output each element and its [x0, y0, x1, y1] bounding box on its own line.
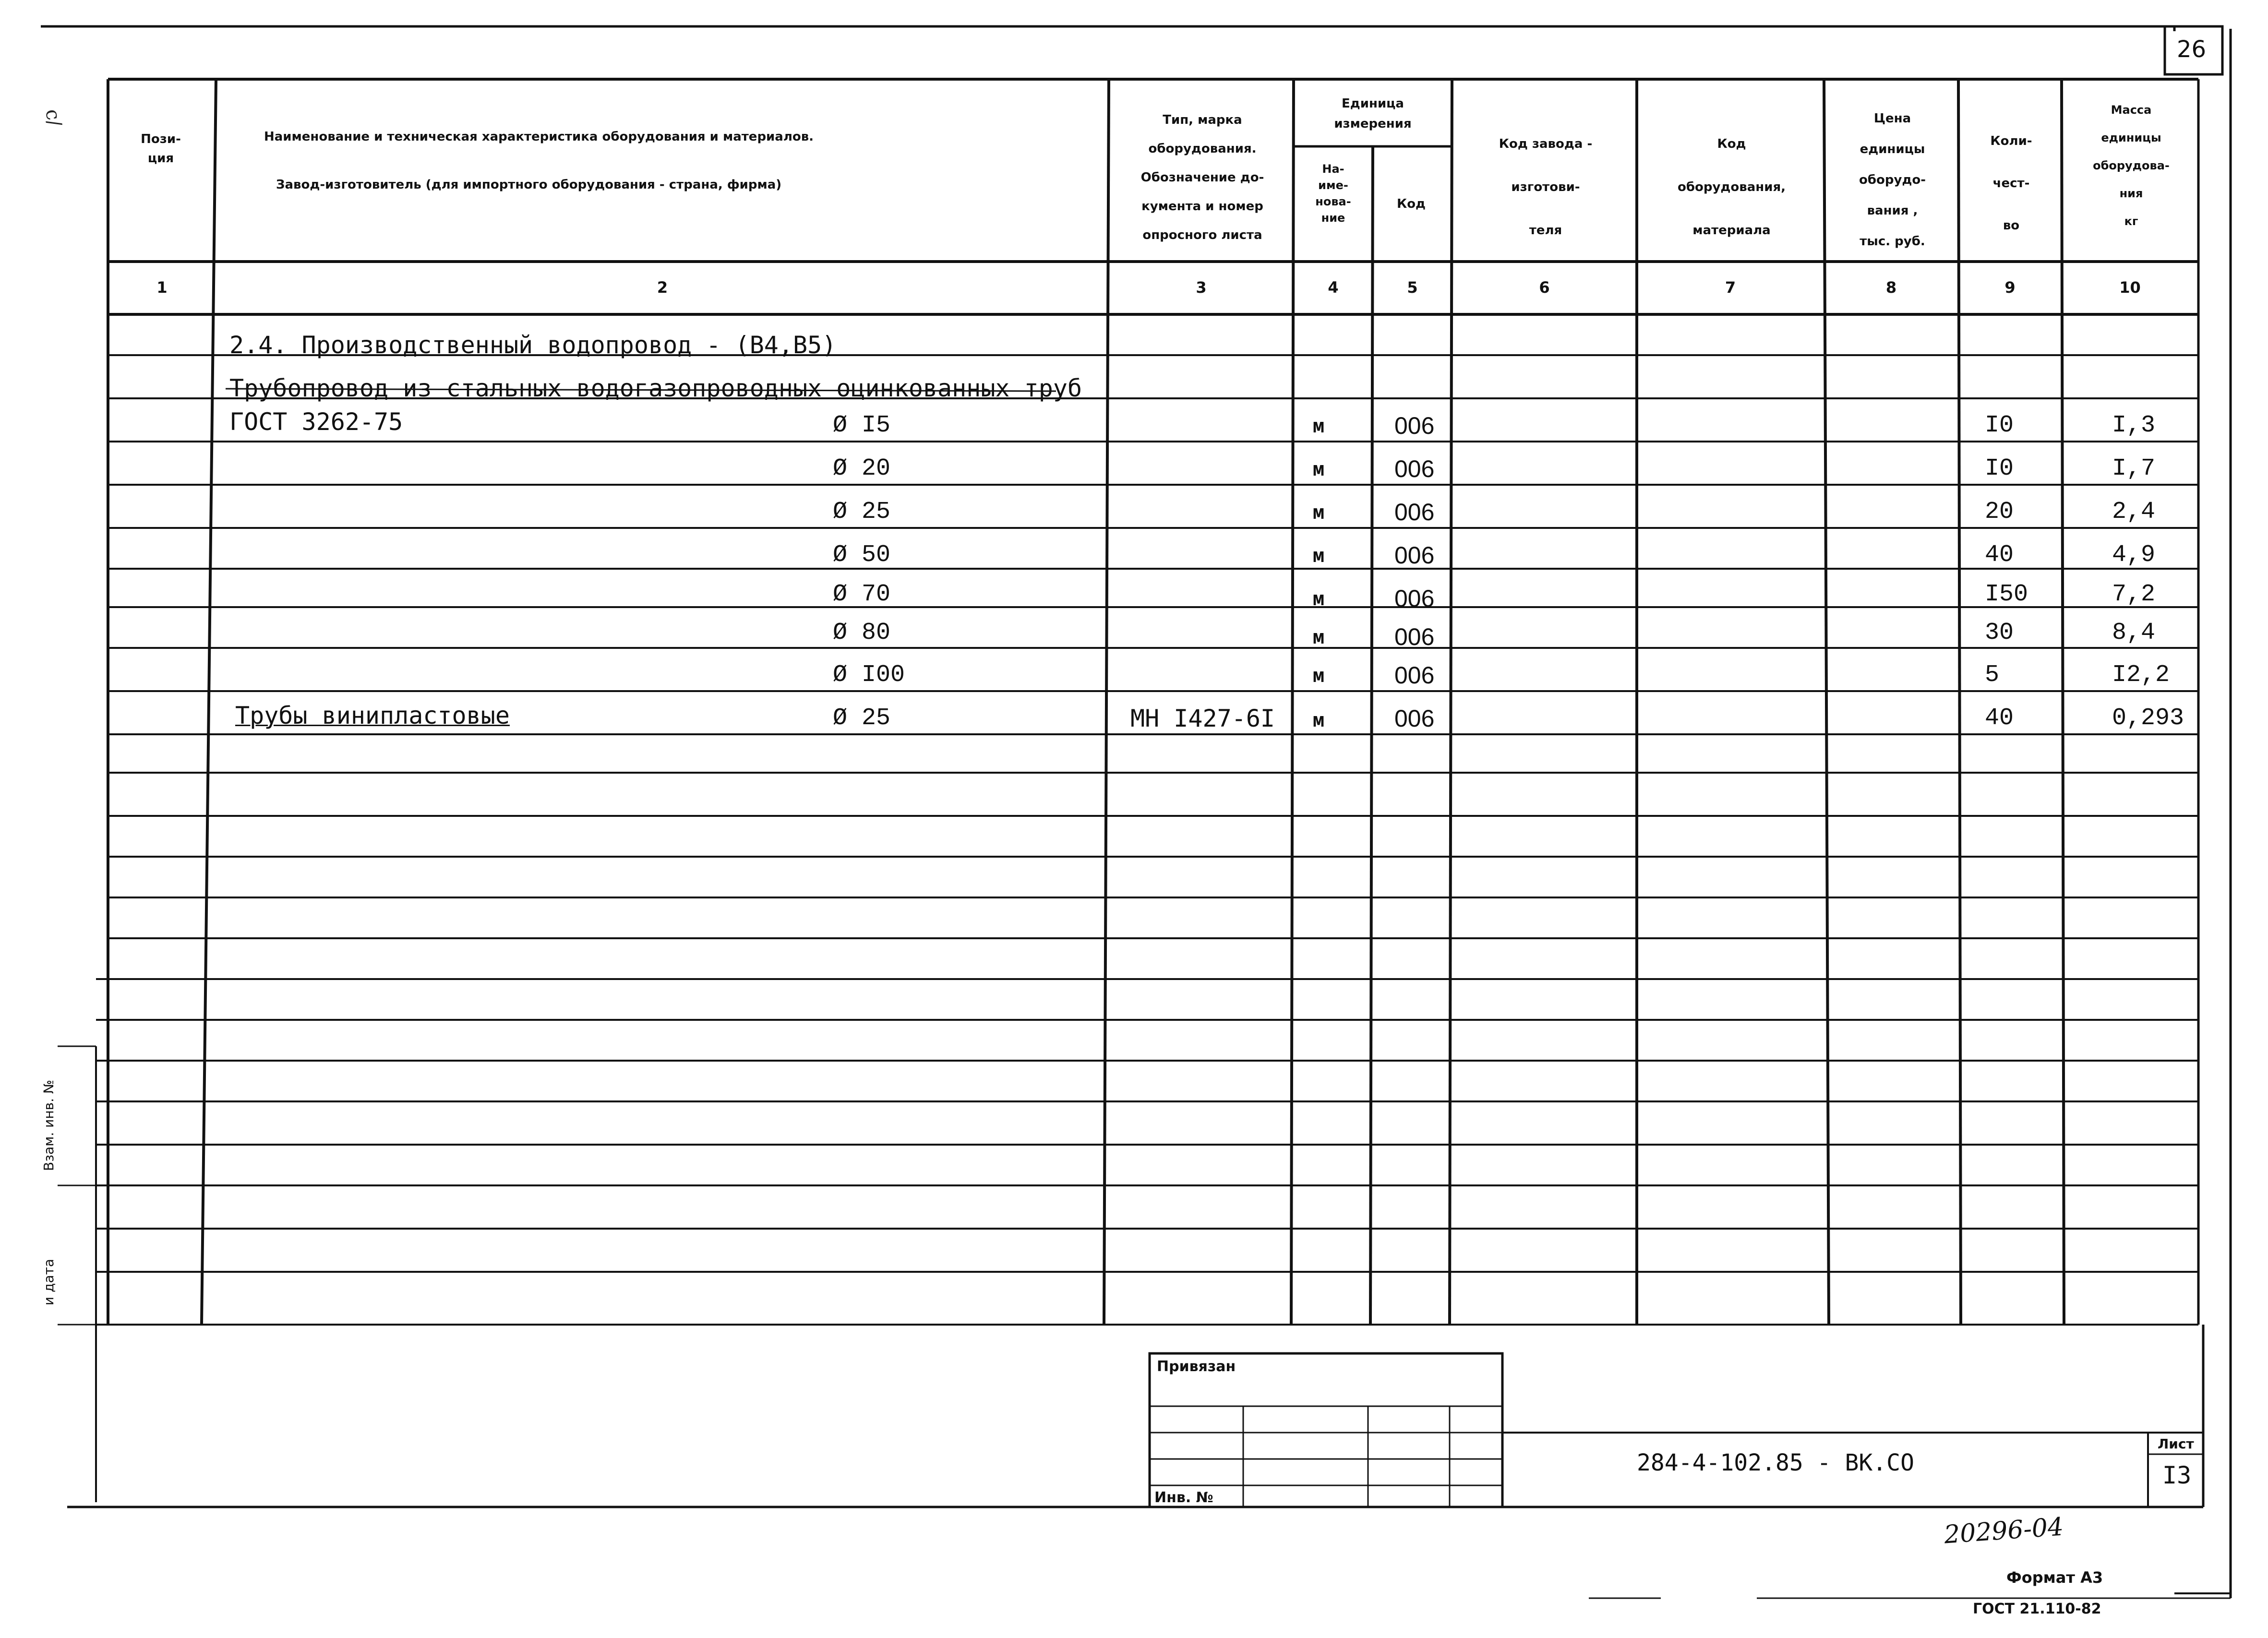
header-unit: Единица измерения [1334, 96, 1412, 131]
document-code: 284-4-102.85 - ВК.СО [1637, 1449, 1914, 1476]
header-unit-code: Код [1396, 197, 1426, 211]
row-mass: 8,4 [2112, 619, 2156, 646]
column-number: 6 [1539, 278, 1550, 297]
column-number: 4 [1328, 278, 1339, 297]
row-unit: м [1313, 665, 1325, 687]
row-diameter: Ø 20 [833, 455, 891, 482]
header-factory-code: Код завода - изготови- теля [1499, 137, 1593, 238]
header-price: Цена единицы оборудо- вания , тыс. руб. [1859, 111, 1926, 249]
row-diameter: Ø 70 [833, 581, 891, 608]
header-mass: Масса единицы оборудова- ния кг [2093, 103, 2170, 228]
header-type: Тип, марка оборудования. Обозначение до- кумента и номер опросного листа [1140, 113, 1264, 242]
column-number: 9 [2004, 278, 2016, 297]
row-unit-code: 006 [1394, 412, 1435, 439]
row-unit-code: 006 [1394, 542, 1435, 569]
column-number: 10 [2119, 278, 2141, 297]
row-quantity: I0 [1985, 412, 2014, 439]
row-unit-code: 006 [1394, 705, 1435, 732]
row-diameter: Ø 50 [833, 541, 891, 569]
row-mass: I2,2 [2112, 661, 2170, 689]
column-number: 5 [1407, 278, 1418, 297]
header-quantity: Коли- чест- во [1990, 134, 2032, 233]
side-label-date: и дата [41, 1258, 57, 1305]
column-number: 2 [657, 278, 668, 297]
row-quantity: 40 [1985, 705, 2014, 732]
row-unit-code: 006 [1394, 499, 1435, 526]
header-position: Пози- ция [141, 132, 181, 166]
row-type: МН I427-6I [1130, 705, 1275, 732]
side-label-inv: Взам. инв. № [41, 1079, 57, 1171]
row-unit: м [1313, 502, 1325, 524]
row-mass: I,3 [2112, 412, 2156, 439]
row-diameter: Ø 80 [833, 619, 891, 646]
row-name: Трубы винипластовые [235, 702, 510, 729]
row-quantity: 30 [1985, 619, 2014, 646]
row-quantity: 5 [1985, 661, 2000, 689]
row-unit-code: 006 [1394, 662, 1435, 689]
row-mass: I,7 [2112, 455, 2156, 482]
row-mass: 0,293 [2112, 705, 2184, 732]
row-unit-code: 006 [1394, 455, 1435, 482]
column-number: 8 [1885, 278, 1897, 297]
row-quantity: 40 [1985, 541, 2014, 569]
header-name-line2: Завод-изготовитель (для импортного оборудования - страна, фирма) [276, 178, 782, 192]
row-diameter: Ø 25 [833, 705, 891, 732]
format-label: Формат А3 [2006, 1568, 2103, 1587]
handwritten-number: 20296-04 [1943, 1512, 2064, 1550]
pipe-title: Трубопровод из стальных водогазопроводных оцинкованных труб [229, 374, 1082, 402]
row-mass: 7,2 [2112, 581, 2156, 608]
row-unit: м [1313, 626, 1325, 648]
row-unit: м [1313, 458, 1325, 480]
row-mass: 2,4 [2112, 498, 2156, 526]
section-title: 2.4. Производственный водопровод - (В4,В5) [229, 331, 837, 359]
header-equipment-code: Код оборудования, материала [1677, 137, 1786, 238]
row-name: ГОСТ 3262-75 [229, 408, 403, 436]
top-sheet-number: 26 [2177, 36, 2207, 63]
stamp-tied-label: Привязан [1157, 1358, 1236, 1375]
row-diameter: Ø I5 [833, 412, 891, 439]
column-number: 3 [1196, 278, 1207, 297]
stamp-inv-label: Инв. № [1154, 1489, 1213, 1506]
row-quantity: I50 [1985, 581, 2028, 608]
header-name-line1: Наименование и техническая характеристика оборудования и материалов. [264, 130, 814, 144]
column-number: 1 [156, 278, 168, 297]
row-unit: м [1313, 709, 1325, 731]
gost-label: ГОСТ 21.110-82 [1973, 1601, 2101, 1617]
row-unit-code: 006 [1394, 585, 1435, 612]
margin-mark: с/ [41, 107, 66, 129]
row-unit: м [1313, 545, 1325, 567]
row-unit-code: 006 [1394, 623, 1435, 650]
sheet-number: I3 [2162, 1461, 2192, 1489]
row-quantity: 20 [1985, 498, 2014, 526]
row-quantity: I0 [1985, 455, 2014, 482]
row-diameter: Ø 25 [833, 498, 891, 526]
sheet-label: Лист [2158, 1436, 2194, 1452]
row-unit: м [1313, 588, 1325, 610]
row-unit: м [1313, 415, 1325, 437]
header-unit-name: На- име- нова- ние [1315, 162, 1351, 225]
row-diameter: Ø I00 [833, 661, 905, 689]
column-number: 7 [1725, 278, 1736, 297]
table-frame [41, 26, 2231, 1598]
row-mass: 4,9 [2112, 541, 2156, 569]
